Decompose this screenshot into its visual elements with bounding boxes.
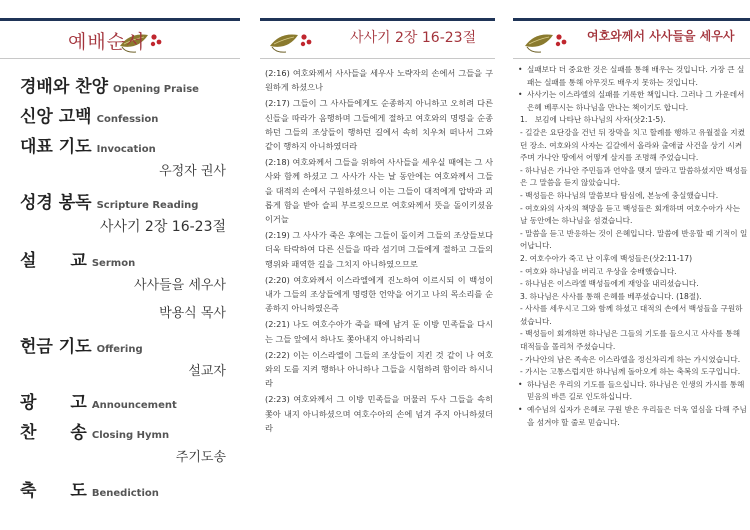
note-line: 1. 보김에 나타난 하나님의 사자(삿2:1-5). [520, 115, 666, 125]
panel-title: 예배순서 [68, 31, 146, 53]
order-item-korean: 경배와 찬양 [20, 77, 109, 97]
order-item-detail: 사사들을 세우사 [133, 278, 226, 293]
note-line: - 말씀을 듣고 반응하는 것이 은혜입니다. 말씀에 반응할 때 기적이 일어납니다. [520, 228, 748, 251]
scripture-panel [260, 0, 495, 530]
header-bottom-rule [513, 58, 750, 59]
note-line: - 하나님은 가나안 주민들과 언약을 맺지 말라고 말씀하셨지만 백성들은 그 말씀을 듣지 않았습니다. [520, 165, 748, 188]
order-item-english: Benediction [91, 488, 159, 499]
order-item-korean: 축 도 [20, 481, 87, 501]
bullet-note: • 실패보다 더 중요한 것은 실패를 통해 배우는 것입니다. 가장 큰 실패는 실패를 통해 아무것도 배우지 못하는 것입니다. [515, 64, 748, 89]
order-item-english: Confession [96, 114, 159, 125]
order-item [20, 246, 135, 271]
scripture-verse: (2:20) 여호와께서 이스라엘에게 진노하여 이르시되 이 백성이 내가 그들의 조상들에게 명령한 언약을 어기고 나의 목소리를 순종하지 아니하였은즉 [265, 274, 493, 314]
order-item-detail: 사사기 2장 16-23절 [99, 219, 226, 235]
order-item-english: Scripture Reading [96, 200, 199, 211]
order-item-korean: 대표 기도 [20, 137, 92, 157]
header-top-rule [0, 18, 240, 21]
scripture-verse: (2:23) 여호와께서 그 이방 민족들을 머물러 두사 그들을 속히 쫓아 내지 아니하셨으며 여호수아의 손에 넘겨 주지 아니하셨더라 [265, 394, 493, 433]
order-item-korean: 헌금 기도 [20, 337, 92, 357]
note-line: - 하나님은 이스라엘 백성들에게 재앙을 내리셨습니다. [520, 279, 699, 289]
order-item [20, 132, 156, 157]
panel-title: 사사기 2장 16-23절 [350, 30, 477, 46]
note-line: - 가시는 고통스럽지만 하나님께 돌아오게 하는 축복의 도구입니다. [520, 367, 741, 377]
leaf-berry-icon [268, 26, 314, 54]
header-top-rule [513, 18, 750, 21]
scripture-text [265, 66, 493, 437]
bullet-note: • 사사기는 이스라엘의 실패를 기록한 책입니다. 그러나 그 가운데서 은혜 베푸시는 하나님을 만나는 책이기도 합니다. [515, 89, 748, 114]
header-bottom-rule [260, 58, 495, 59]
order-item [20, 332, 143, 357]
note-line: 2. 여호수아가 죽고 난 이후에 백성들은(삿2:11-17) [520, 253, 693, 263]
note-line: - 가나안의 남은 족속은 이스라엘을 정신차리게 하는 가시였습니다. [520, 354, 741, 364]
note-line: 3. 하나님은 사사를 통해 은혜를 베푸셨습니다. (18절). [520, 291, 702, 301]
sermon-notes-panel [513, 0, 750, 530]
sermon-notes-text [515, 64, 748, 429]
order-item-english: Closing Hymn [91, 430, 170, 441]
order-item-english: Invocation [96, 144, 156, 155]
order-item [20, 188, 198, 213]
header-top-rule [260, 18, 495, 21]
note-line: - 여호와의 사자의 책망을 듣고 백성들은 회개하며 여호수아가 사는 날 동안에는 하나님을 섬겼습니다. [520, 203, 741, 226]
header-bottom-rule [0, 58, 240, 59]
worship-order-panel [0, 0, 240, 530]
note-line: - 여호와 하나님을 버리고 우상을 숭배했습니다. [520, 266, 677, 276]
order-item [20, 418, 169, 443]
order-item-english: Opening Praise [113, 84, 199, 95]
order-item-korean: 신앙 고백 [20, 107, 92, 127]
panel-title: 여호와께서 사사들을 세우사 [587, 29, 735, 43]
note-line: - 사사를 세우시고 그와 함께 하셨고 대적의 손에서 백성들을 구원하셨습니다. [520, 304, 743, 326]
scripture-verse: (2:22) 이는 이스라엘이 그들의 조상들이 지킨 것 같이 나 여호와의 도를 지켜 행하나 아니하나 그들을 시험하려 함이라 하시니라 [265, 349, 493, 389]
panel-header [260, 18, 495, 62]
note-line: - 길갈은 요단강을 건넌 뒤 장막을 치고 할례를 행하고 유월절을 지켰던 장소. 여호와의 사자는 길갈에서 올라와 출애굽 사건을 상기 시켜주며 가나안 땅에서 어떻게 살지를 조명해 주었습니다. [520, 127, 745, 163]
order-item-english: Offering [96, 344, 143, 355]
order-item-english: Announcement [91, 400, 177, 411]
order-item [20, 72, 199, 97]
panel-header [0, 18, 240, 62]
note-line: - 백성들이 회개하면 하나님은 그들의 기도를 들으시고 사사를 통해 대적들을 몰리쳐 주셨습니다. [520, 329, 741, 352]
bullet-note: • 예수님의 십자가 은혜로 구원 받은 우리들은 더욱 열심을 다해 주님을 섬겨야 할 줄로 믿습니다. [515, 404, 748, 429]
order-item-detail: 설교자 [188, 364, 226, 379]
order-item-korean: 광 고 [20, 393, 87, 413]
order-item-detail: 박용식 목사 [159, 306, 226, 321]
scripture-verse: (2:21) 나도 여호수아가 죽을 때에 남겨 둔 이방 민족들을 다시는 그들 앞에서 하나도 쫓아내지 아니하리니 [265, 319, 493, 344]
scripture-verse: (2:17) 그들이 그 사사들에게도 순종하지 아니하고 오히려 다른 신들을 따라가 음행하며 그들에게 절하고 여호와의 명령을 순종하던 그들의 조상들이 행하던 길에서 속히 치우쳐 떠나서 그와 같이 행하지 아니하였더라 [265, 98, 493, 152]
order-item-korean: 설 교 [20, 251, 87, 271]
order-item-detail: 우정자 권사 [159, 164, 226, 179]
order-item [20, 476, 159, 501]
order-item-detail: 주기도송 [175, 450, 226, 465]
order-item-english: Sermon [91, 258, 136, 269]
scripture-verse: (2:18) 여호와께서 그들을 위하여 사사들을 세우실 때에는 그 사사와 함께 하셨고 그 사사가 사는 날 동안에는 여호와께서 그들을 대적의 손에서 구원하셨으니 이는 그들이 대적에게 압박과 괴롭게 함을 받아 슬피 부르짖으므로 여호와께서 뜻을 돌이키셨음이거늘 [265, 157, 493, 225]
scripture-verse: (2:19) 그 사사가 죽은 후에는 그들이 돌이켜 그들의 조상들보다 더욱 타락하여 다른 신들을 따라 섬기며 그들에게 절하고 그들의 행위와 패역한 길을 그치지 아니하였으므로 [265, 230, 493, 269]
order-item-korean: 성경 봉독 [20, 193, 92, 213]
scripture-verse: (2:16) 여호와께서 사사들을 세우사 노략자의 손에서 그들을 구원하게 하셨으나 [265, 68, 493, 93]
note-line: - 백성들은 하나님의 말씀보다 탐심에, 본능에 충실했습니다. [520, 190, 719, 200]
bullet-note: • 하나님은 우리의 기도를 들으십니다. 하나님은 인생의 가시를 통해 믿음의 바른 길로 인도하십니다. [515, 379, 748, 404]
order-item [20, 102, 158, 127]
leaf-berry-icon [523, 26, 569, 54]
order-item [20, 388, 177, 413]
panel-header [513, 18, 750, 62]
order-item-korean: 찬 송 [20, 423, 87, 443]
